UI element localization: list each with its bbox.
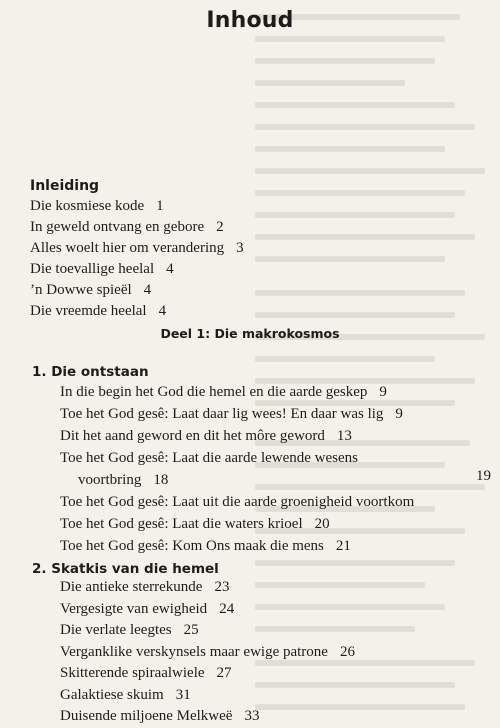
toc-entry-page: 4 xyxy=(166,261,174,277)
toc-entry-label: Die kosmiese kode xyxy=(30,198,145,214)
toc-entry-label: Alles woelt hier om verandering xyxy=(30,240,225,256)
toc-entry-page: 18 xyxy=(153,472,169,488)
section-heading-inleiding: Inleiding xyxy=(30,178,100,194)
toc-entry-label: Toe het God gesê: Laat die waters krioel xyxy=(60,516,303,532)
chapter-1-entry-list xyxy=(60,381,460,557)
toc-entry-label: Toe het God gesê: Laat daar lig wees! En daar was lig xyxy=(60,406,384,422)
toc-entry-page: 20 xyxy=(314,516,330,532)
toc-entry-label: Verganklike verskynsels maar ewige patrone xyxy=(60,643,328,660)
toc-entry xyxy=(30,259,450,280)
chapter-heading-1: 1. Die ontstaan xyxy=(32,364,149,380)
toc-entry-label: Toe het God gesê: Laat uit die aarde groenigheid voortkom xyxy=(60,494,415,510)
toc-entry-page: 24 xyxy=(219,600,235,617)
toc-entry-page: 4 xyxy=(158,303,167,319)
toc-entry-label: Die antieke sterrekunde xyxy=(60,579,203,595)
toc-entry-continuation xyxy=(60,469,460,491)
toc-entry xyxy=(30,301,450,322)
toc-entry-label: Toe het God gesê: Kom Ons maak die mens xyxy=(60,538,324,554)
toc-entry xyxy=(60,381,460,403)
toc-entry-label: Toe het God gesê: Laat die aarde lewende wesens xyxy=(60,450,358,466)
intro-entry-list xyxy=(30,196,450,322)
toc-entry-page: 25 xyxy=(183,622,199,638)
chapter-heading-2: 2. Skatkis van die hemel xyxy=(32,561,219,577)
toc-entry-page: 4 xyxy=(143,282,152,298)
toc-entry xyxy=(60,513,460,535)
toc-entry-page-overflow: 19 xyxy=(476,468,491,484)
toc-entry-label: voortbring xyxy=(78,472,142,488)
toc-entry xyxy=(60,599,460,621)
page-title: Inhoud xyxy=(206,8,294,33)
toc-entry xyxy=(60,491,460,513)
toc-entry xyxy=(30,196,450,217)
chapter-2-entry-list xyxy=(60,577,460,728)
toc-entry-label: Skitterende spiraalwiele xyxy=(60,665,205,681)
toc-entry-page: 23 xyxy=(214,579,230,595)
toc-entry-label: Die vreemde heelal xyxy=(30,303,147,319)
toc-entry-page: 9 xyxy=(395,406,403,422)
toc-entry xyxy=(30,217,450,238)
toc-entry xyxy=(60,642,460,664)
toc-entry xyxy=(60,685,460,707)
toc-entry-page: 9 xyxy=(379,384,387,400)
toc-entry xyxy=(30,238,450,259)
toc-entry-page: 13 xyxy=(336,428,352,444)
toc-entry xyxy=(60,425,460,447)
toc-entry-label: In geweld ontvang en gebore xyxy=(30,219,205,235)
toc-entry xyxy=(60,403,460,425)
toc-entry xyxy=(60,620,460,642)
toc-entry-page: 31 xyxy=(175,686,191,703)
toc-entry xyxy=(60,447,460,469)
toc-entry-label: Duisende miljoene Melkweë xyxy=(60,708,233,724)
part-heading: Deel 1: Die makrokosmos xyxy=(160,326,340,341)
toc-entry-page: 2 xyxy=(216,219,224,235)
toc-entry-label: Galaktiese skuim xyxy=(60,686,164,703)
toc-entry-page: 33 xyxy=(244,708,260,724)
toc-entry-label: Vergesigte van ewigheid xyxy=(60,600,208,617)
toc-entry-page: 1 xyxy=(156,198,164,214)
toc-entry-page: 21 xyxy=(335,538,351,554)
toc-entry-page: 27 xyxy=(216,665,232,681)
toc-entry-label: In die begin het God die hemel en die aarde geskep xyxy=(60,384,368,400)
toc-entry-page: 3 xyxy=(236,240,244,256)
toc-entry-page: 26 xyxy=(339,643,355,660)
toc-entry xyxy=(60,577,460,599)
toc-entry xyxy=(60,663,460,685)
toc-entry xyxy=(30,280,450,301)
toc-entry-label: ’n Dowwe spieël xyxy=(30,282,132,298)
toc-entry-label: Die toevallige heelal xyxy=(30,261,155,277)
toc-entry-label: Die verlate leegtes xyxy=(60,622,172,638)
toc-entry xyxy=(60,535,460,557)
toc-entry-label: Dit het aand geword en dit het môre geword xyxy=(60,428,325,444)
